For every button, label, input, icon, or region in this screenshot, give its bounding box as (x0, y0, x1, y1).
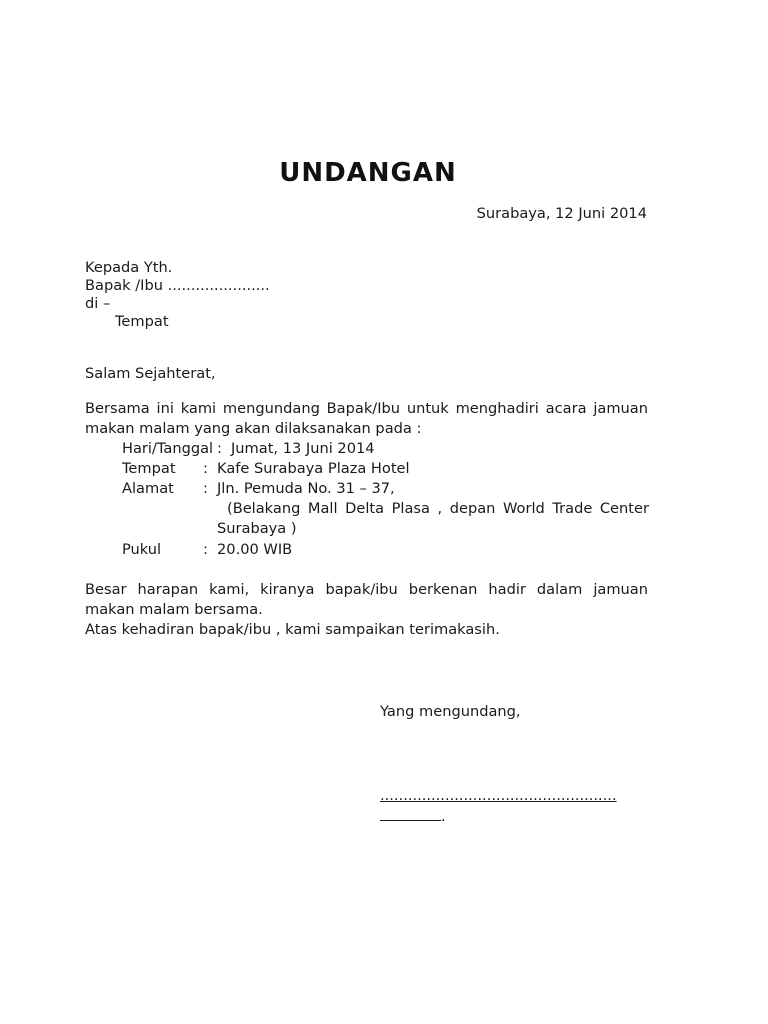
greeting: Salam Sejahterat, (85, 365, 216, 382)
closing-line-2: makan malam bersama. (85, 601, 263, 618)
letter-title: UNDANGAN (279, 158, 457, 188)
address-note-line-2: Surabaya ) (217, 520, 297, 537)
intro-line-2: makan malam yang akan dilaksanakan pada : (85, 420, 422, 437)
signature-underline (380, 806, 441, 821)
closing-line-1: Besar harapan kami, kiranya bapak/ibu berkenan hadir dalam jamuan (85, 581, 648, 598)
day-label: Hari/Tanggal (122, 440, 214, 457)
closing-line-3: Atas kehadiran bapak/ibu , kami sampaikan terimakasih. (85, 621, 500, 638)
signature-dots: ................................................... (380, 787, 617, 804)
address-note-line-1: (Belakang Mall Delta Plasa , depan World Trade Center (227, 500, 649, 517)
signature-end-dot: . (441, 808, 446, 825)
recipient-place: Tempat (115, 313, 169, 330)
day-value: Jumat, 13 Juni 2014 (231, 440, 375, 457)
signature-label: Yang mengundang, (380, 703, 521, 720)
recipient-salutation: Kepada Yth. (85, 259, 173, 276)
place-value: Kafe Surabaya Plaza Hotel (217, 460, 410, 477)
recipient-name: Bapak /Ibu ...................... (85, 277, 270, 294)
address-value: Jln. Pemuda No. 31 – 37, (217, 480, 395, 497)
intro-line-1: Bersama ini kami mengundang Bapak/Ibu untuk menghadiri acara jamuan (85, 400, 648, 417)
place-label: Tempat (122, 460, 176, 477)
time-value: 20.00 WIB (217, 541, 293, 558)
place-date: Surabaya, 12 Juni 2014 (476, 205, 647, 222)
time-colon: : (203, 541, 208, 558)
address-label: Alamat (122, 480, 174, 497)
address-colon: : (203, 480, 208, 497)
closing-paragraph (85, 580, 648, 640)
intro-paragraph (85, 399, 648, 439)
address-note (217, 499, 649, 539)
time-label: Pukul (122, 541, 162, 558)
day-colon: : (217, 440, 222, 457)
recipient-di: di – (85, 295, 111, 312)
place-colon: : (203, 460, 208, 477)
signature-line-end (380, 806, 446, 827)
